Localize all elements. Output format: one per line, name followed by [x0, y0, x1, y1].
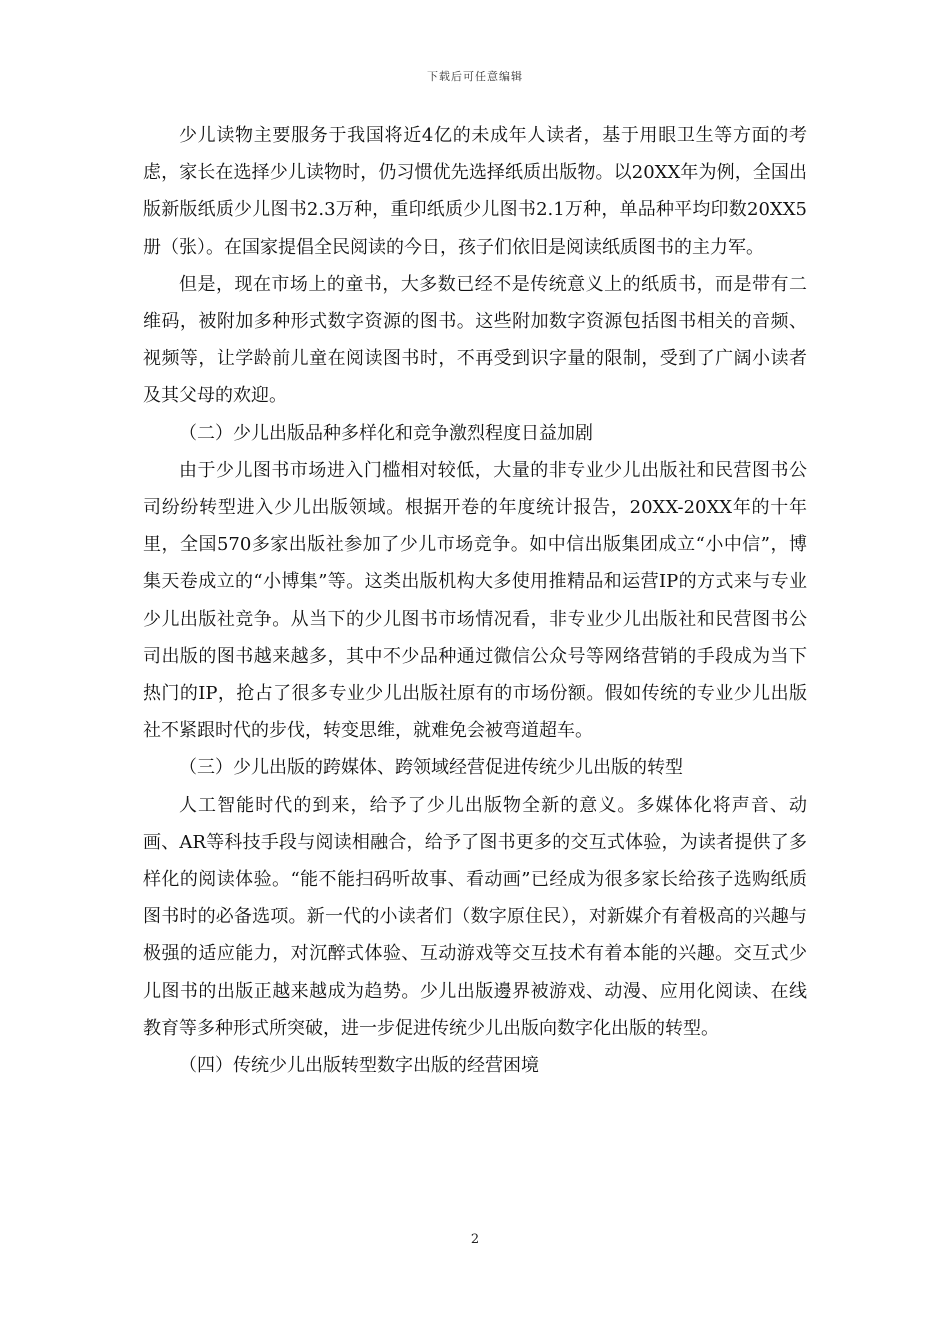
paragraph-market-competition: 由于少儿图书市场进入门槛相对较低，大量的非专业少儿出版社和民营图书公司纷纷转型进入少儿出版领域。根据开卷的年度统计报告，20XX-20XX年的十年里，全国570多家出版社参加了少儿市场竞争。如中信出版集团成立“小中信”，博集天卷成立的“小博集”等。这类出版机构大多使用推精品和运营IP的方式来与专业少儿出版社竞争。从当下的少儿图书市场情况看，非专业少儿出版社和民营图书公司出版的图书越来越多，其中不少品种通过微信公众号等网络营销的手段成为当下热门的IP，抢占了很多专业少儿出版社原有的市场份额。假如传统的专业少儿出版社不紧跟时代的步伐，转变思维，就难免会被弯道超车。 — [143, 459, 807, 742]
section-heading-4: （四）传统少儿出版转型数字出版的经营困境 — [179, 1055, 539, 1077]
paragraph-cross-media: 人工智能时代的到来，给予了少儿出版物全新的意义。多媒体化将声音、动画、AR等科技手段与阅读相融合，给予了图书更多的交互式体验，为读者提供了多样化的阅读体验。“能不能扫码听故事、看动画”已经成为很多家长给孩子选购纸质图书时的必备选项。新一代的小读者们（数字原住民），对新媒介有着极高的兴趣与极强的适应能力，对沉醉式体验、互动游戏等交互技术有着本能的兴趣。交互式少儿图书的出版正越来越成为趋势。少儿出版邊界被游戏、动漫、应用化阅读、在线教育等多种形式所突破，进一步促进传统少儿出版向数字化出版的转型。 — [143, 794, 807, 1039]
paragraph-digital-resources: 但是，现在市场上的童书，大多数已经不是传统意义上的纸质书，而是带有二维码，被附加多种形式数字资源的图书。这些附加数字资源包括图书相关的音频、视频等，让学龄前儿童在阅读图书时，不再受到识字量的限制，受到了广阔小读者及其父母的欢迎。 — [143, 273, 807, 407]
paragraph-reader-demographics: 少儿读物主要服务于我国将近4亿的未成年人读者，基于用眼卫生等方面的考虑，家长在选择少儿读物时，仍习惯优先选择纸质出版物。以20XX年为例，全国出版新版纸质少儿图书2.3万种，重印纸质少儿图书2.1万种，单品种平均印数20XX5册（张）。在国家提倡全民阅读的今日，孩子们依旧是阅读纸质图书的主力军。 — [143, 125, 807, 258]
section-heading-2: （二）少儿出版品种多样化和竞争激烈程度日益加剧 — [179, 422, 593, 444]
page-number: 2 — [470, 1232, 480, 1247]
page-header-note: 下载后可任意编辑 — [427, 70, 523, 83]
section-heading-3: （三）少儿出版的跨媒体、跨领域经营促进传统少儿出版的转型 — [179, 757, 683, 779]
document-body — [143, 117, 807, 1084]
